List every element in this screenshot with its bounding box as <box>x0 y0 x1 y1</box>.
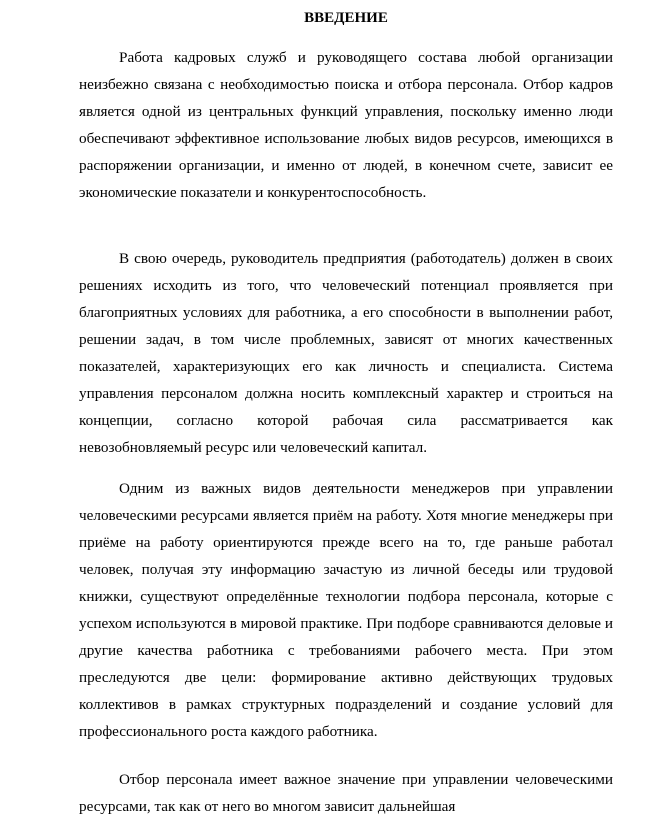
paragraph-4: Отбор персонала имеет важное значение при управлении человеческими ресурсами, так как от него во многом зависит дальнейшая <box>79 771 613 815</box>
paragraph-2: В свою очередь, руководитель предприятия (работодатель) должен в своих решениях исходить из того, что человеческий потенциал проявляется при благоприятных условиях для работника, а его способности в выполнении работ, решении задач, в том числе проблемных, зависят от многих качественных показателей, характеризующих его как личность и специалиста. Система управления персоналом должна носить комплексный характер и строиться на концепции, согласно которой рабочая сила рассматривается как невозобновляемый ресурс или человеческий капитал. <box>79 250 613 456</box>
paragraph-3: Одним из важных видов деятельности менеджеров при управлении человеческими ресурсами является приём на работу. Хотя многие менеджеры при приёме на работу ориентируются прежде всего на то, где раньше работал человек, получая эту информацию зачастую из личной беседы или трудовой книжки, существуют определённые технологии подбора персонала, которые с успехом используются в мировой практике. При подборе сравниваются деловые и другие качества работника с требованиями рабочего места. При этом преследуются две цели: формирование активно действующих трудовых коллективов в рамках структурных подразделений и создание условий для профессионального роста каждого работника. <box>79 480 613 740</box>
paragraph-1: Работа кадровых служб и руководящего состава любой организации неизбежно связана с необходимостью поиска и отбора персонала. Отбор кадров является одной из центральных функций управления, поскольку именно люди обеспечивают эффективное использование любых видов ресурсов, имеющихся в распоряжении организации, и именно от людей, в конечном счете, зависит ее экономические показатели и конкурентоспособность. <box>79 49 613 201</box>
page-title: ВВЕДЕНИЕ <box>304 10 388 26</box>
